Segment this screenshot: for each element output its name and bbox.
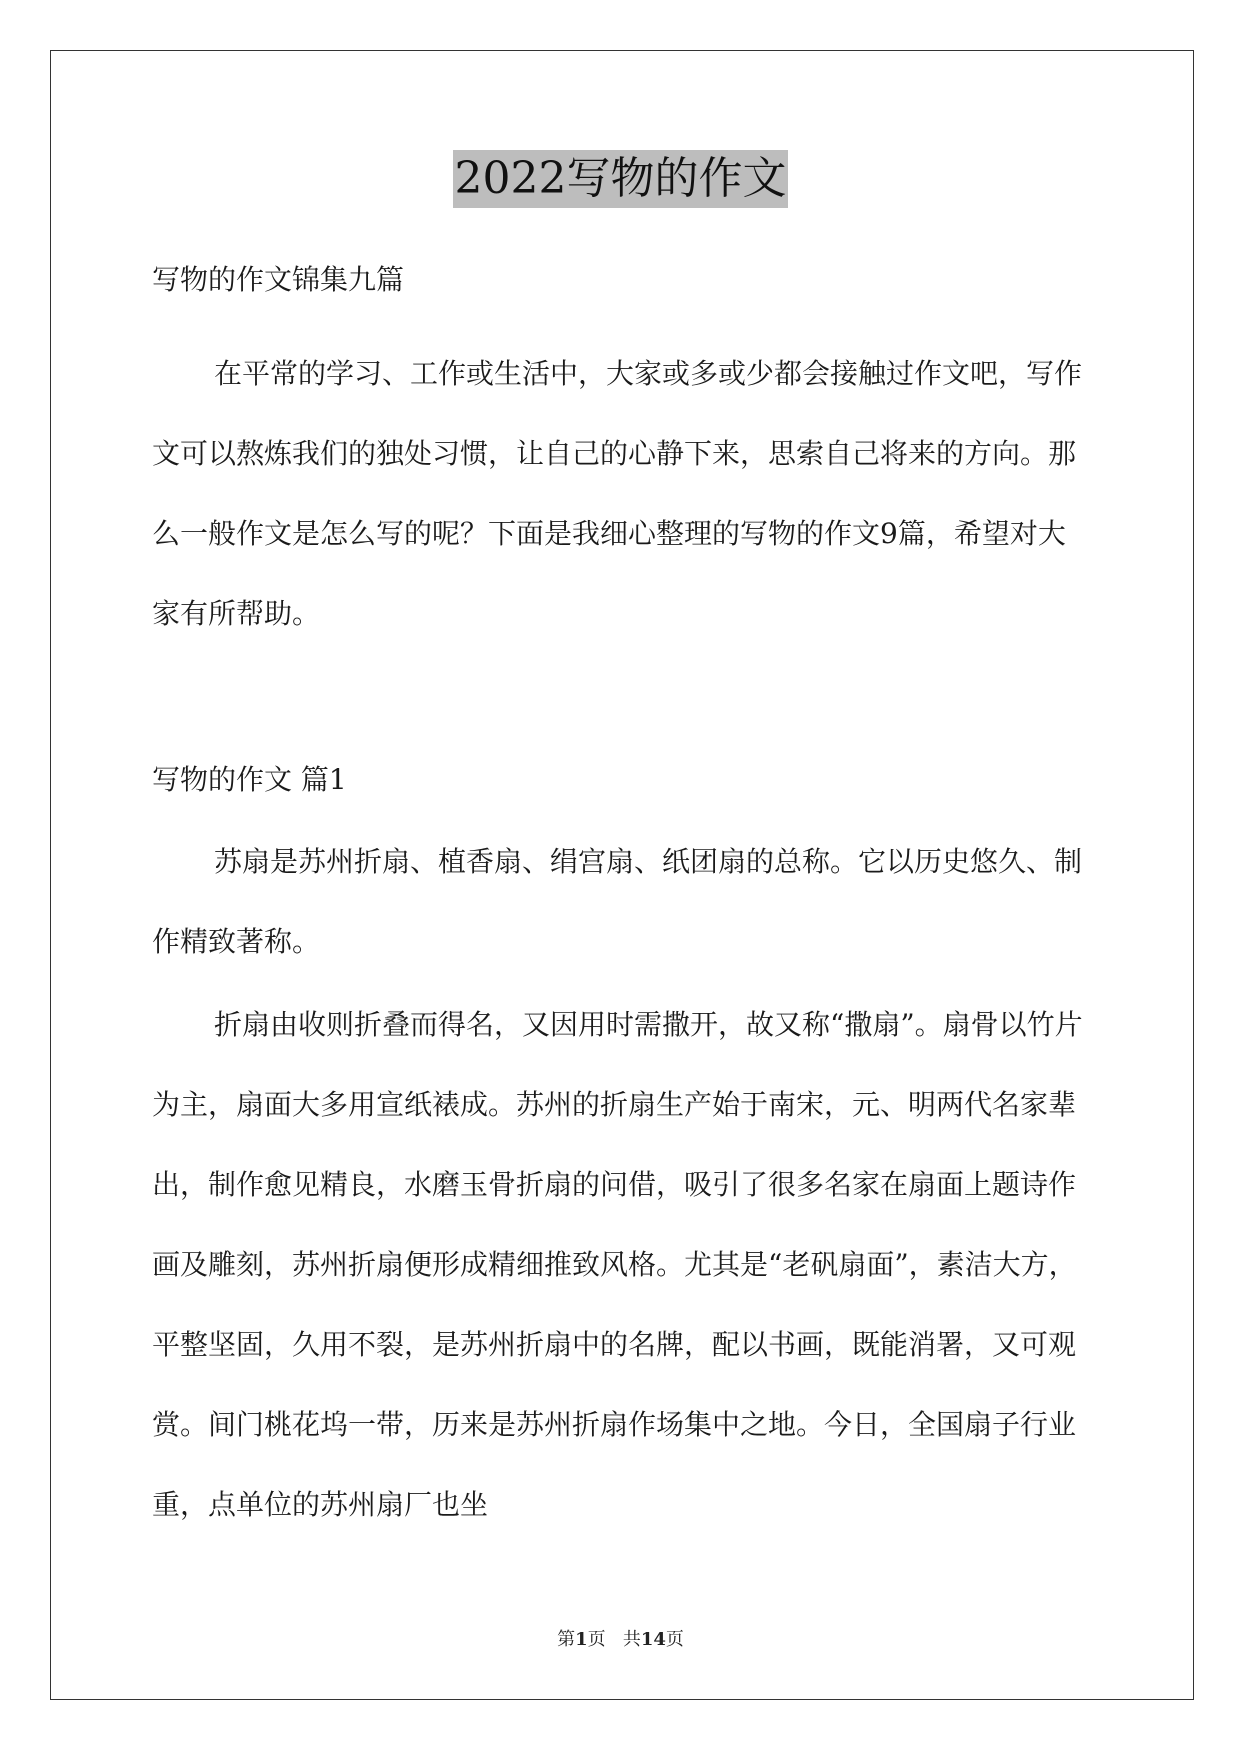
- title-container: [0, 150, 1241, 208]
- document-subtitle: 写物的作文锦集九篇: [152, 263, 405, 296]
- section-heading: 写物的作文 篇1: [152, 763, 347, 796]
- body-paragraph-1: 苏扇是苏州折扇、植香扇、绢宫扇、纸团扇的总称。它以历史悠久、制作精致著称。: [152, 845, 1083, 958]
- total-suffix: 页: [665, 1629, 684, 1650]
- total-pages: 14: [640, 1629, 666, 1650]
- body-paragraph-2: 折扇由收则折叠而得名，又因用时需撒开，故又称“撒扇”。扇骨以竹片为主，扇面大多用宣纸裱成。苏州的折扇生产始于南宋，元、明两代名家辈出，制作愈见精良，水磨玉骨折扇的问借，吸引了很多名家在扇面上题诗作画及雕刻，苏州折扇便形成精细推致风格。尤其是“老矾扇面”，素洁大方，平整坚固，久用不裂，是苏州折扇中的名牌，配以书画，既能消署，又可观赏。间门桃花坞一带，历来是苏州折扇作场集中之地。今日，全国扇子行业重，点单位的苏州扇厂也坐: [152, 1008, 1083, 1521]
- intro-paragraph: 在平常的学习、工作或生活中，大家或多或少都会接触过作文吧，写作文可以熬炼我们的独处习惯，让自己的心静下来，思索自己将来的方向。那么一般作文是怎么写的呢？下面是我细心整理的写物的作文9篇，希望对大家有所帮助。: [152, 357, 1083, 630]
- document-title: 2022写物的作文: [453, 150, 789, 208]
- page-suffix: 页: [587, 1629, 606, 1650]
- total-prefix: 共: [622, 1629, 641, 1650]
- page-prefix: 第: [557, 1629, 576, 1650]
- page-number: 1: [575, 1629, 588, 1650]
- page-footer: [0, 1628, 1241, 1652]
